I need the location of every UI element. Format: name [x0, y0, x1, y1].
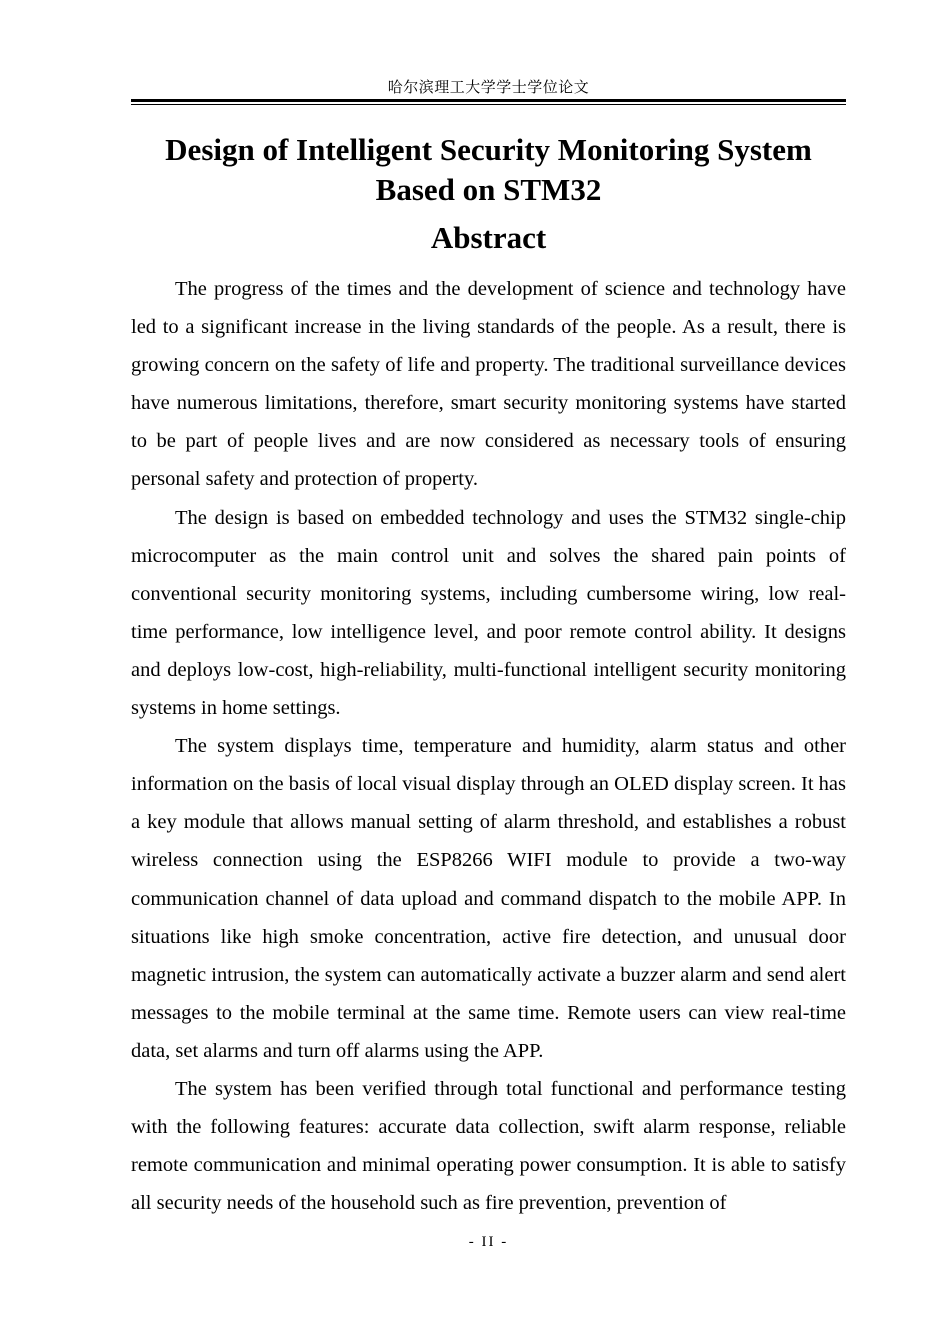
abstract-heading: Abstract: [430, 220, 547, 255]
paper-title-line-1: Design of Intelligent Security Monitoring System: [165, 132, 812, 167]
abstract-paragraph-2: The design is based on embedded technology and uses the STM32 single-chip microcomputer as the main control unit and solves the shared pain points of conventional security monitoring systems, including cumbersome wiring, low real-time performance, low intelligence level, and poor remote control ability. It designs and deploys low-cost, high-reliability, multi-functional intelligent security monitoring systems in home settings.: [131, 506, 846, 720]
paper-title-line-2: Based on STM32: [375, 172, 602, 207]
header-rule-thin: [131, 104, 846, 105]
abstract-paragraph-4: The system has been verified through total functional and performance testing with the following features: accurate data collection, swift alarm response, reliable remote communication and minimal operating power consumption. It is able to satisfy all security needs of the household such as fire prevention, prevention of: [131, 1077, 846, 1215]
page-number: - II -: [468, 1234, 509, 1250]
abstract-paragraph-1: The progress of the times and the development of science and technology have led to a significant increase in the living standards of the people. As a result, there is growing concern on the safety of life and property. The traditional surveillance devices have numerous limitations, therefore, smart security monitoring systems have started to be part of people lives and are now considered as necessary tools of ensuring personal safety and protection of property.: [131, 278, 846, 491]
paper-title: [131, 130, 846, 210]
header-rule-thick: [131, 99, 846, 102]
abstract-body: [131, 270, 846, 1222]
running-header: 哈尔滨理工大学学士学位论文: [387, 80, 590, 96]
abstract-paragraph-3: The system displays time, temperature and humidity, alarm status and other information on the basis of local visual display through an OLED display screen. It has a key module that allows manual setting of alarm threshold, and establishes a robust wireless connection using the ESP8266 WIFI module to provide a two-way communication channel of data upload and command dispatch to the mobile APP. In situations like high smoke concentration, active fire detection, and unusual door magnetic intrusion, the system can automatically activate a buzzer alarm and send alert messages to the mobile terminal at the same time. Remote users can view real-time data, set alarms and turn off alarms using the APP.: [131, 735, 846, 1062]
